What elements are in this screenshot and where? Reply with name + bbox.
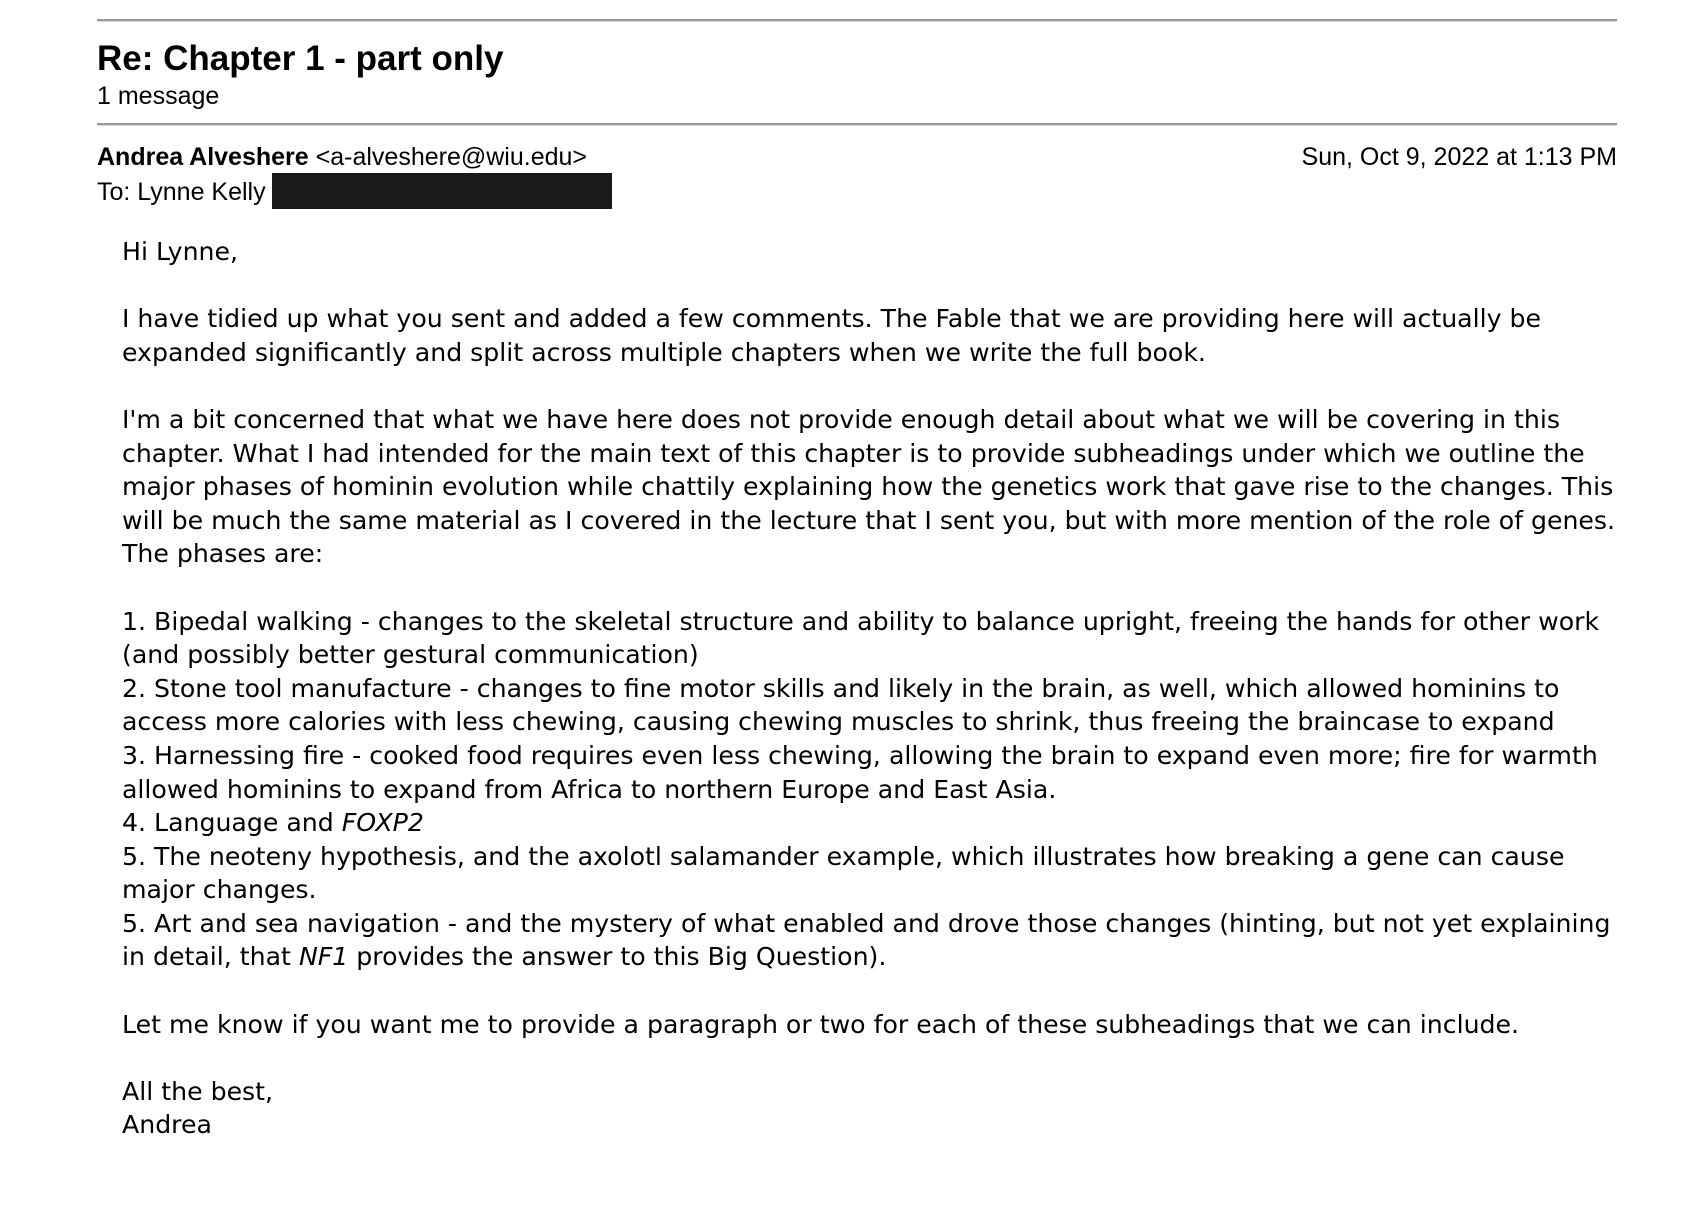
- sender-name: Andrea Alveshere: [97, 143, 309, 171]
- closing: [122, 1075, 1622, 1142]
- list-item-text: provides the answer to this Big Question).: [348, 942, 887, 972]
- redaction-block: [272, 173, 612, 209]
- paragraph-1: I have tidied up what you sent and added a few comments. The Fable that we are providing here will actually be expanded significantly and split across multiple chapters when we write the full book.: [122, 304, 1541, 367]
- list-item: [122, 806, 1622, 840]
- message-date: Sun, Oct 9, 2022 at 1:13 PM: [1301, 143, 1617, 171]
- gene-name: NF1: [298, 942, 349, 972]
- recipient-line: [97, 173, 1617, 209]
- list-item-text: 5. Art and sea navigation - and the mystery of what enabled and drove those changes (hinting, but not yet explaining in detail, that: [122, 908, 1611, 972]
- closing-line: All the best,: [122, 1076, 274, 1106]
- header-divider: [97, 123, 1617, 126]
- email-subject: Re: Chapter 1 - part only: [97, 39, 504, 78]
- list-item-text: 4. Language and: [122, 808, 342, 838]
- message-header: [97, 142, 1617, 209]
- phase-list: [122, 605, 1622, 975]
- gene-name: FOXP2: [341, 808, 424, 838]
- email-printout: [97, 0, 1617, 1142]
- list-item: [122, 907, 1622, 974]
- list-item: 1. Bipedal walking - changes to the skeletal structure and ability to balance upright, freeing the hands for other work (and possibly better gestural communication): [122, 606, 1600, 670]
- paragraph-3: Let me know if you want me to provide a paragraph or two for each of these subheadings that we can include.: [122, 1009, 1520, 1039]
- signature: Andrea: [122, 1110, 212, 1140]
- recipient: To: Lynne Kelly: [97, 178, 266, 206]
- top-divider: [97, 19, 1617, 22]
- message-count: 1 message: [97, 82, 220, 110]
- list-item: 5. The neoteny hypothesis, and the axolotl salamander example, which illustrates how breaking a gene can cause major changes.: [122, 841, 1565, 905]
- greeting: Hi Lynne,: [122, 237, 238, 266]
- paragraph-2: I'm a bit concerned that what we have here does not provide enough detail about what we will be covering in this chapter. What I had intended for the main text of this chapter is to provide subheadings under which we outline the major phases of hominin evolution while chattily explaining how the genetics work that gave rise to the changes. This will be much the same material as I covered in the lecture that I sent you, but with more mention of the role of genes. The phases are:: [122, 404, 1616, 569]
- sender-email: <a-alveshere@wiu.edu>: [315, 143, 587, 171]
- list-item: 3. Harnessing fire - cooked food requires even less chewing, allowing the brain to expand even more; fire for warmth allowed hominins to expand from Africa to northern Europe and East Asia.: [122, 740, 1598, 804]
- list-item: 2. Stone tool manufacture - changes to fine motor skills and likely in the brain, as well, which allowed hominins to access more calories with less chewing, causing chewing muscles to shrink, thus freeing the braincase to expand: [122, 673, 1560, 737]
- message-body: [122, 235, 1622, 1142]
